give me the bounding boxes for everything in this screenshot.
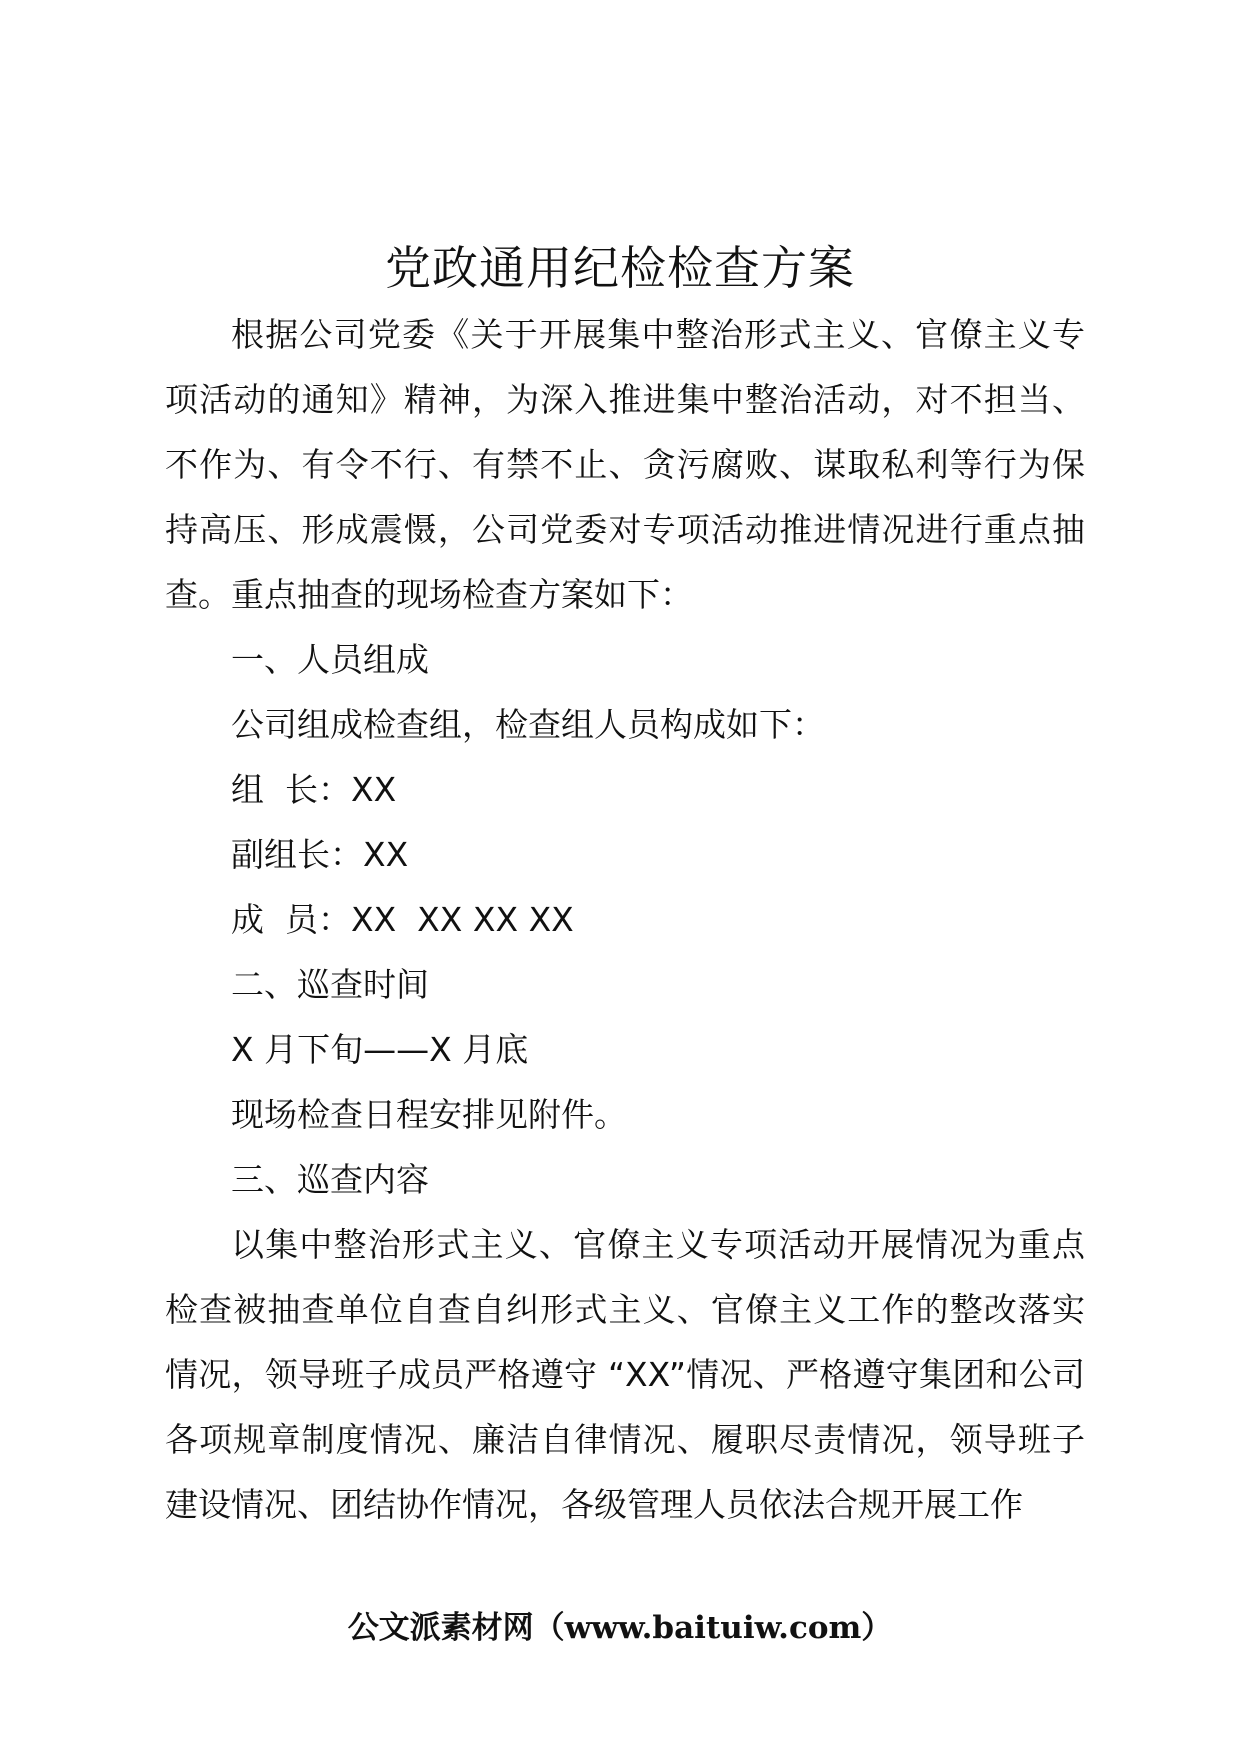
section1-heading: 一、人员组成 (231, 640, 429, 679)
section2-heading: 二、巡查时间 (231, 965, 429, 1004)
footer-watermark: 公文派素材网（www.baituiw.com） (347, 1610, 893, 1646)
section1-text: 公司组成检查组，检查组人员构成如下： (231, 705, 825, 744)
document-body (165, 302, 1085, 1537)
deputy-leader-line: 副组长：XX (231, 835, 409, 874)
document-title: 党政通用纪检检查方案 (385, 241, 855, 295)
section3-paragraph: 以集中整治形式主义、官僚主义专项活动开展情况为重点检查被抽查单位自查自纠形式主义、官僚主义工作的整改落实情况，领导班子成员严格遵守 “XX”情况、严格遵守集团和公司各项规章制度情况、廉洁自律情况、履职尽责情况，领导班子建设情况、团结协作情况，各级管理人员依法合规开展工作 (165, 1225, 1085, 1524)
intro-paragraph: 根据公司党委《关于开展集中整治形式主义、官僚主义专项活动的通知》精神，为深入推进集中整治活动，对不担当、不作为、有令不行、有禁不止、贪污腐败、谋取私利等行为保持高压、形成震慑，公司党委对专项活动推进情况进行重点抽查。重点抽查的现场检查方案如下： (165, 315, 1085, 614)
time-range-line: X 月下旬——X 月底 (231, 1030, 529, 1069)
schedule-note: 现场检查日程安排见附件。 (231, 1095, 627, 1134)
section3-heading: 三、巡查内容 (231, 1160, 429, 1199)
leader-line: 组 长：XX (231, 770, 397, 809)
members-line: 成 员：XX XX XX XX (231, 900, 574, 939)
